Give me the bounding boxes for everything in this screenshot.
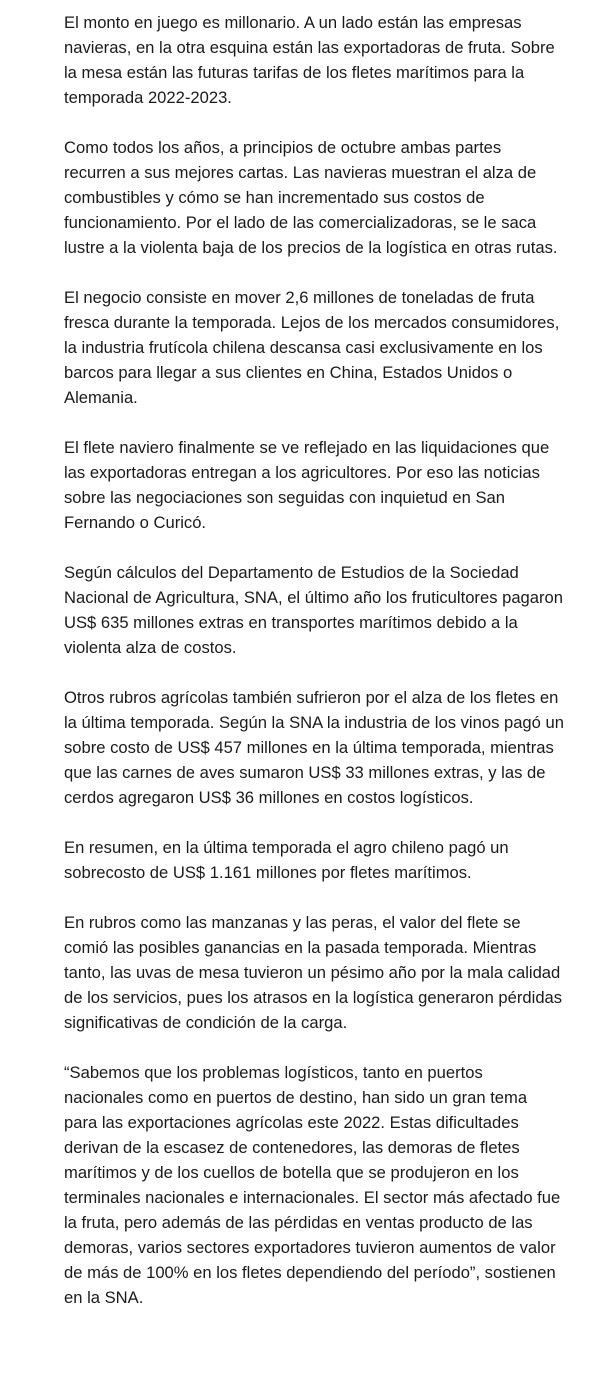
article-paragraph: En rubros como las manzanas y las peras, el valor del flete se comió las posibles ganancias en la pasada temporada. Mientras tanto, las uvas de mesa tuvieron un pésimo año por la mala calidad de los servicios, pues los atrasos en la logística generaron pérdidas significativas de condición de la carga. xyxy=(64,913,563,1032)
article-paragraph: El monto en juego es millonario. A un lado están las empresas navieras, en la otra esquina están las exportadoras de fruta. Sobre la mesa están las futuras tarifas de los fletes marítimos para la temporada 2022-2023. xyxy=(64,13,555,107)
article-paragraph-quote: “Sabemos que los problemas logísticos, tanto en puertos nacionales como en puertos de destino, han sido un gran tema para las exportaciones agrícolas este 2022. Estas dificultades derivan de la escasez de contenedores, las demoras de fletes marítimos y de los cuellos de botella que se produjeron en los terminales nacionales e internacionales. El sector más afectado fue la fruta, pero además de las pérdidas en ventas producto de las demoras, varios sectores exportadores tuvieron aumentos de valor de más de 100% en los fletes dependiendo del período”, sostienen en la SNA. xyxy=(64,1063,561,1307)
article-paragraph: El negocio consiste en mover 2,6 millones de toneladas de fruta fresca durante la temporada. Lejos de los mercados consumidores, la industria frutícola chilena descansa casi exclusivamente en los barcos para llegar a sus clientes en China, Estados Unidos o Alemania. xyxy=(64,288,560,407)
article-paragraph: El flete naviero finalmente se ve reflejado en las liquidaciones que las exportadoras entregan a los agricultores. Por eso las noticias sobre las negociaciones son seguidas con inquietud en San Fernando o Curicó. xyxy=(64,438,550,532)
article-paragraph: Otros rubros agrícolas también sufrieron por el alza de los fletes en la última temporada. Según la SNA la industria de los vinos pagó un sobre costo de US$ 457 millones en la última temporada, mientras que las carnes de aves sumaron US$ 33 millones extras, y las de cerdos agregaron US$ 36 millones en costos logísticos. xyxy=(64,688,564,807)
article-body xyxy=(64,10,564,1310)
article-paragraph: En resumen, en la última temporada el agro chileno pagó un sobrecosto de US$ 1.161 millones por fletes marítimos. xyxy=(64,838,509,882)
article-paragraph: Según cálculos del Departamento de Estudios de la Sociedad Nacional de Agricultura, SNA, el último año los fruticultores pagaron US$ 635 millones extras en transportes marítimos debido a la violenta alza de costos. xyxy=(64,563,563,657)
article-paragraph: Como todos los años, a principios de octubre ambas partes recurren a sus mejores cartas. Las navieras muestran el alza de combustibles y cómo se han incrementado sus costos de funcionamiento. Por el lado de las comercializadoras, se le saca lustre a la violenta baja de los precios de la logística en otras rutas. xyxy=(64,138,558,257)
